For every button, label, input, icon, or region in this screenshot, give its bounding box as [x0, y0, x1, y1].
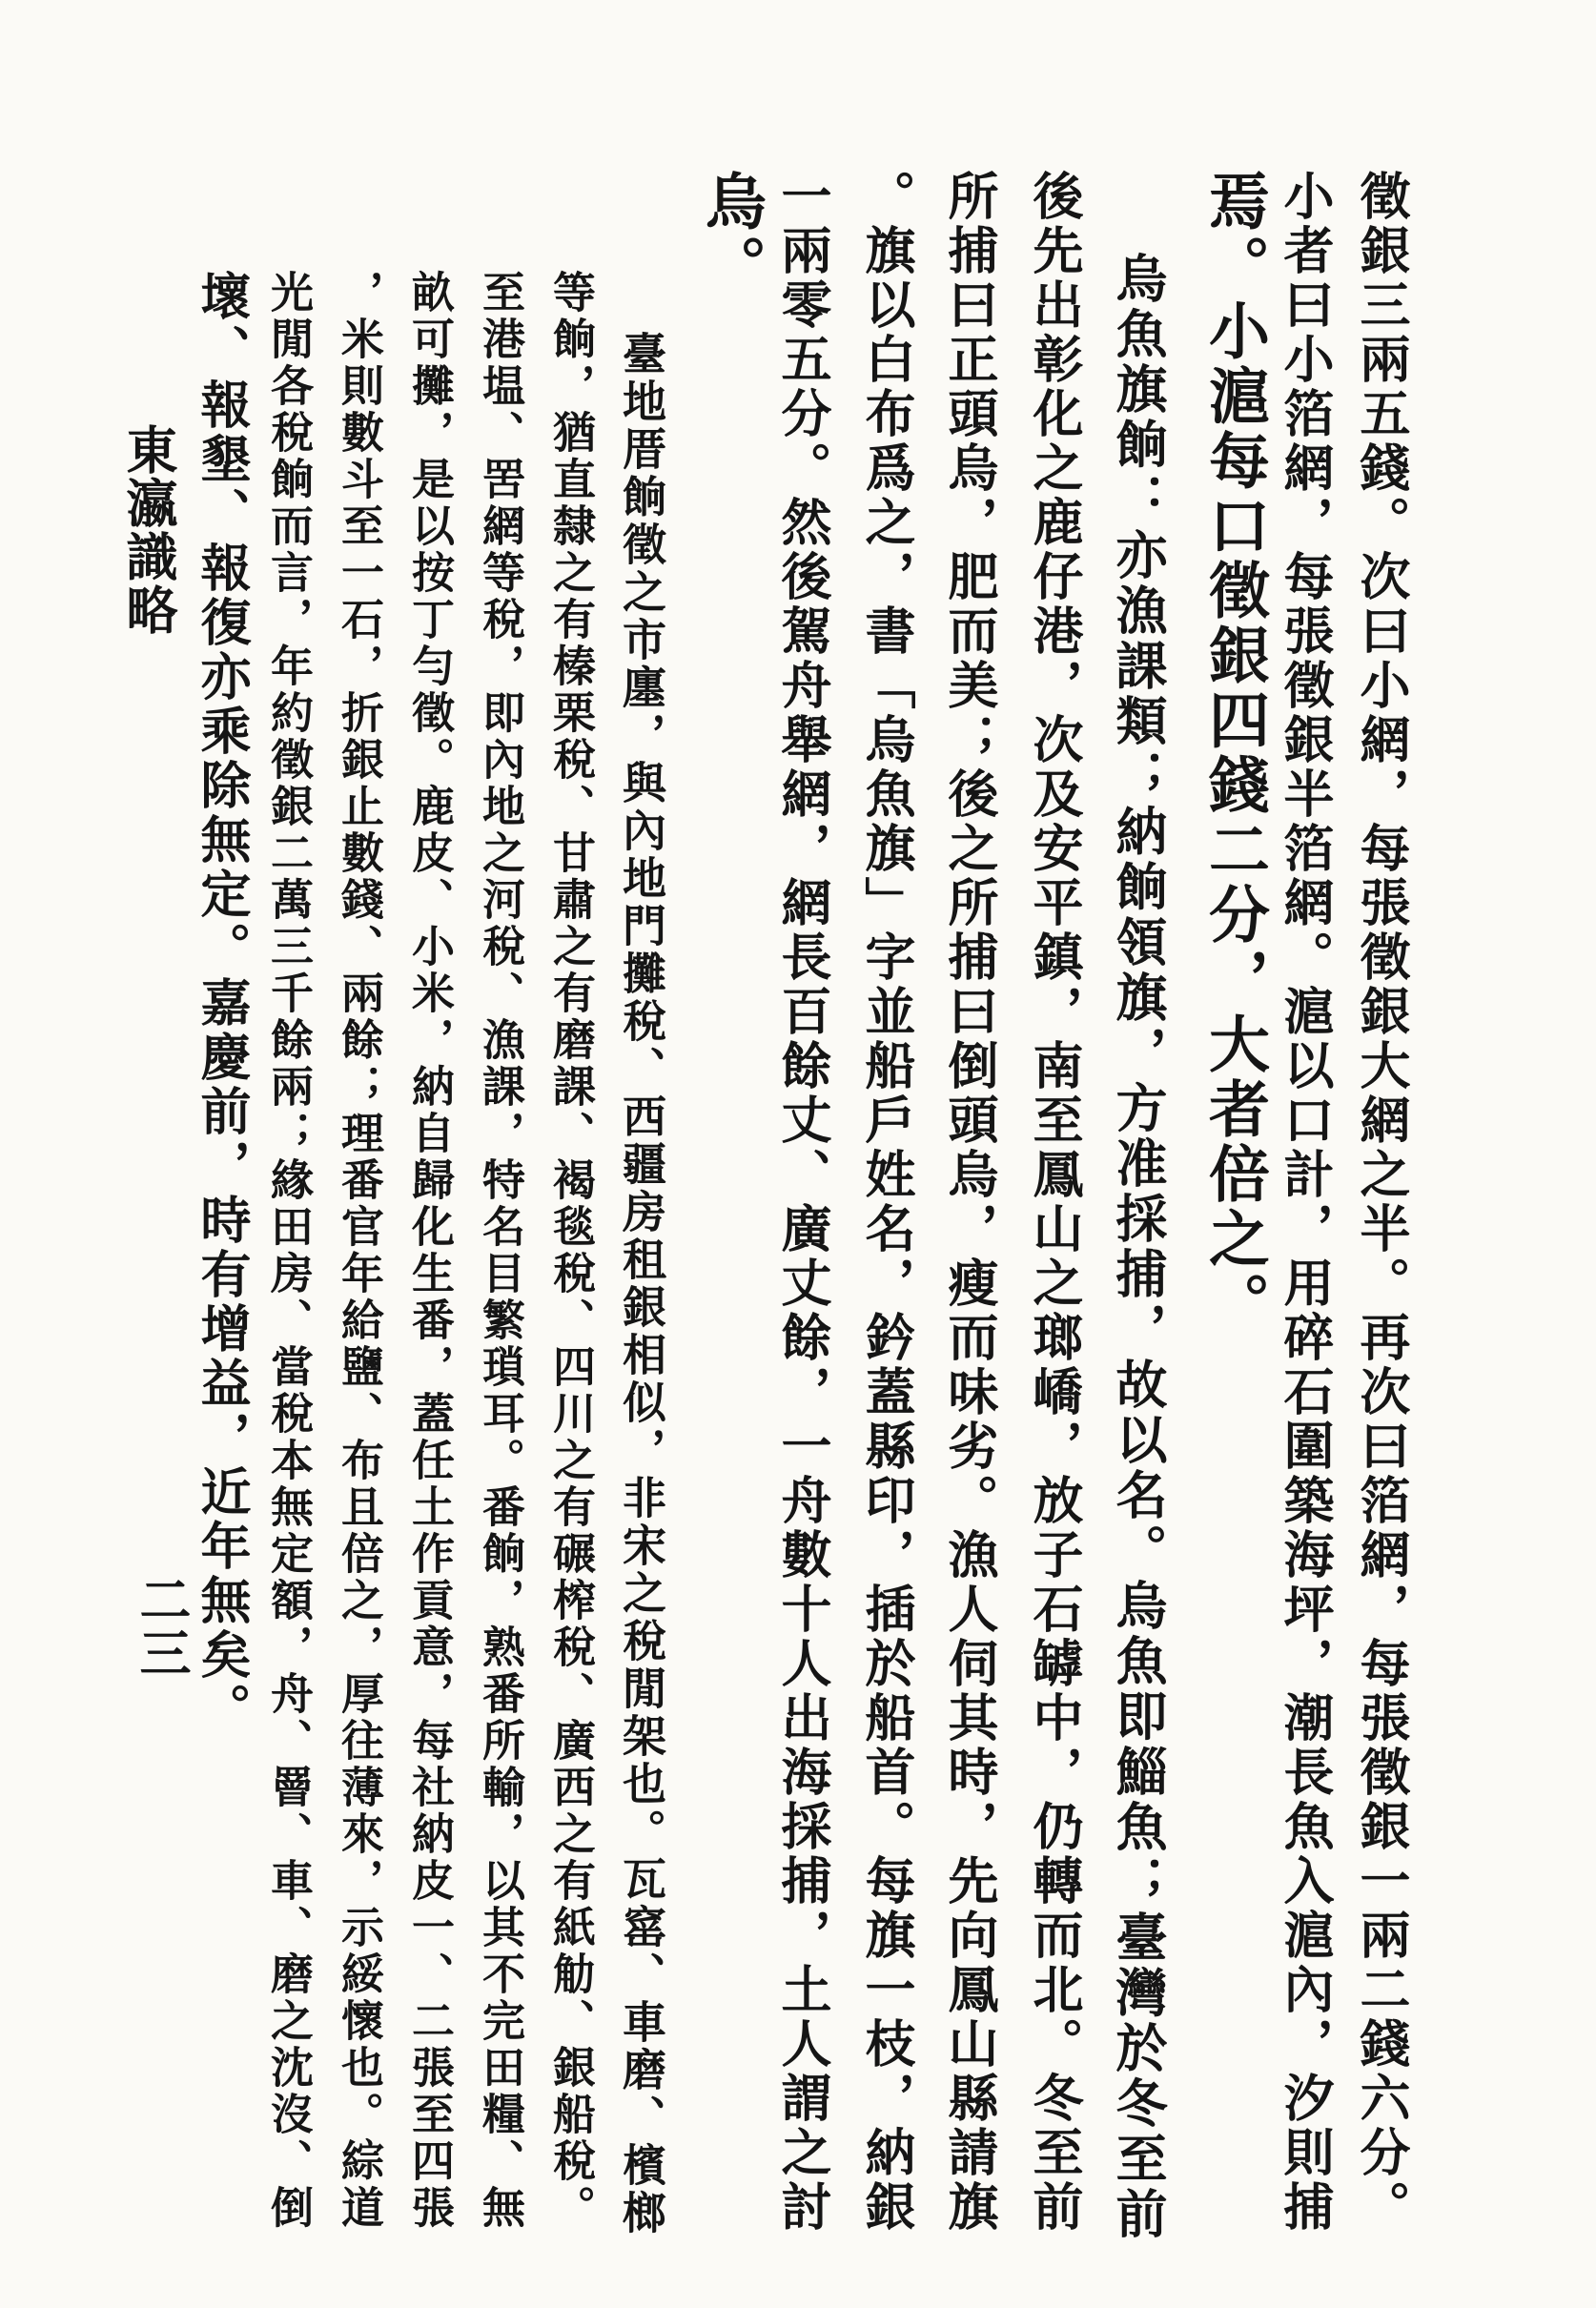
note-text-column-5: ，米則數斗至一石，折銀止數錢、兩餘；理番官年給鹽、布且倍之，厚往薄來，示綏懷也。綜道 [334, 270, 384, 2232]
main-text-column-1: 徵銀三兩五錢。次曰小網，每張徵銀大網之半。再次曰箔網，每張徵銀一兩二錢六分。 [1352, 170, 1411, 2235]
main-text-column-3: 焉。小滬每口徵銀四錢二分，大者倍之。 [1198, 170, 1270, 1337]
note-text-column-3: 至港塭、罟網等稅，即內地之河稅、漁課，特名目繁瑣耳。番餉，熟番所輸，以其不完田糧、無 [475, 270, 525, 2232]
main-text-column-7: 。旗以白布爲之，書「烏魚旗」字並船戶姓名，鈐蓋縣印，插於船首。每旗一枝，納銀 [857, 170, 916, 2235]
note-text-column-1: 臺地厝餉徵之市廛，與內地門攤稅、西疆房租銀相似，非宋之稅閒架也。瓦窰、車磨、檳榔 [616, 331, 667, 2237]
main-text-column-5: 後先出彰化之鹿仔港，次及安平鎮，南至鳳山之瑯嶠，放子石罅中，仍轉而北。冬至前 [1025, 170, 1084, 2235]
note-text-column-6: 光閒各稅餉而言，年約徵銀二萬三千餘兩；緣田房、當稅本無定額，舟、罾、車、磨之沈沒、倒 [263, 270, 314, 2232]
note-text-column-7: 壞、報墾、報復亦乘除無定。嘉慶前，時有增益，近年無矣。 [193, 270, 252, 1737]
main-text-column-9: 烏。 [695, 170, 767, 299]
note-text-column-2: 等餉，猶直隸之有榛栗稅、甘肅之有磨課、褐毯稅、四川之有碾榨稅、廣西之有紙觔、銀船稅。 [545, 270, 596, 2232]
main-text-column-8: 一兩零五分。然後駕舟舉網，網長百餘丈、廣丈餘，一舟數十人出海採捕，土人謂之討 [773, 170, 832, 2235]
page-number: 二三 [132, 1573, 193, 1680]
note-text-column-4: 畝可攤，是以按丁勻徵。鹿皮、小米，納自歸化生番，蓋任土作貢意，每社納皮一、二張至四張 [404, 270, 455, 2232]
main-text-column-2: 小者曰小箔網，每張徵銀半箔網。滬以口計，用碎石圍築海坪，潮長魚入滬內，汐則捕 [1276, 170, 1335, 2235]
main-text-column-6: 所捕曰正頭烏，肥而美；後之所捕曰倒頭烏，瘦而味劣。漁人伺其時，先向鳳山縣請旗 [940, 170, 999, 2235]
main-text-column-4: 烏魚旗餉：亦漁課類；納餉領旗，方准採捕，故以名。烏魚即鯔魚；臺灣於冬至前 [1108, 252, 1169, 2242]
running-title: 東瀛識略 [118, 423, 179, 637]
